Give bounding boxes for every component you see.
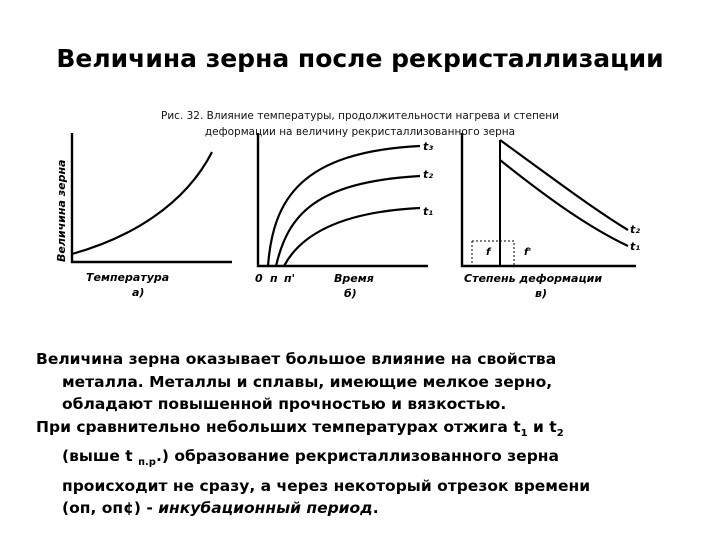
graph-c-xlabel: Степень деформации: [464, 272, 603, 285]
body-line-7-c: .: [372, 499, 379, 518]
graph-a-tag: а): [132, 286, 145, 299]
body-text: [36, 348, 696, 520]
graph-b: [258, 133, 428, 266]
body-line-6: происходит не сразу, а через некоторый отрезок времени: [62, 476, 591, 495]
body-line-5-b: .) образование рекристаллизованного зерна: [155, 447, 559, 466]
graph-c-dash-f-prime: [500, 241, 514, 266]
graph-c-label-t2: t₂: [630, 223, 641, 236]
graph-b-curve-t1: [284, 208, 420, 266]
graph-a-curve: [72, 152, 212, 254]
graph-b-label-t1: t₁: [423, 205, 434, 218]
caption-line-2: деформации на величину рекристаллизованного зерна: [204, 126, 516, 138]
body-line-5: [36, 445, 696, 475]
graph-a-axes: [72, 133, 232, 262]
graph-c-label-t1: t₁: [630, 240, 641, 253]
caption-line-1: Рис. 32. Влияние температуры, продолжительности нагрева и степени: [161, 110, 559, 122]
graph-c-mark-f-prime: f': [524, 247, 532, 258]
graph-c-tag: в): [535, 287, 547, 300]
body-line-5-a: (выше t: [62, 447, 139, 466]
body-line-4-a: При сравнительно небольших температурах отжига t: [36, 417, 521, 436]
graph-a-xlabel: Температура: [86, 271, 170, 284]
body-line-4: [36, 416, 696, 446]
body-line-3: обладают повышенной прочностью и вязкостью.: [62, 395, 507, 413]
graph-b-tick-n-prime: п': [284, 272, 295, 285]
body-line-4-b: и t: [527, 417, 557, 436]
graph-b-axes: [258, 133, 428, 266]
graph-c-curve-t2: [500, 140, 628, 230]
graph-c-mark-f: f: [486, 247, 491, 258]
body-line-7: [36, 497, 696, 520]
body-line-7-a: (оп, оп¢) -: [62, 499, 159, 518]
slide-title: Величина зерна после рекристаллизации: [56, 44, 664, 73]
graph-b-label-t2: t₂: [423, 168, 434, 181]
body-line-1: Величина зерна оказывает большое влияние на свойства: [36, 350, 557, 368]
graph-b-tag: б): [344, 287, 357, 300]
body-line-5-sub: п.р: [138, 457, 156, 469]
body-line-4-sub2: 2: [556, 427, 564, 439]
body-line-2: металла. Металлы и сплавы, имеющие мелкое зерно,: [62, 372, 553, 391]
graph-b-origin: 0: [255, 272, 263, 285]
graph-b-tick-n: п: [270, 272, 278, 285]
graph-b-curve-t2: [276, 176, 420, 266]
graph-a: [72, 133, 232, 262]
graph-a-ylabel: Величина зерна: [55, 159, 68, 262]
graph-b-xlabel: Время: [334, 272, 374, 285]
graph-b-label-t3: t₃: [423, 140, 434, 153]
body-line-7-term: инкубационный период: [158, 499, 373, 518]
graph-c-curve-t1: [500, 160, 628, 246]
body-line-4-sub1: 1: [520, 427, 528, 439]
graph-b-curve-t3: [268, 146, 420, 266]
